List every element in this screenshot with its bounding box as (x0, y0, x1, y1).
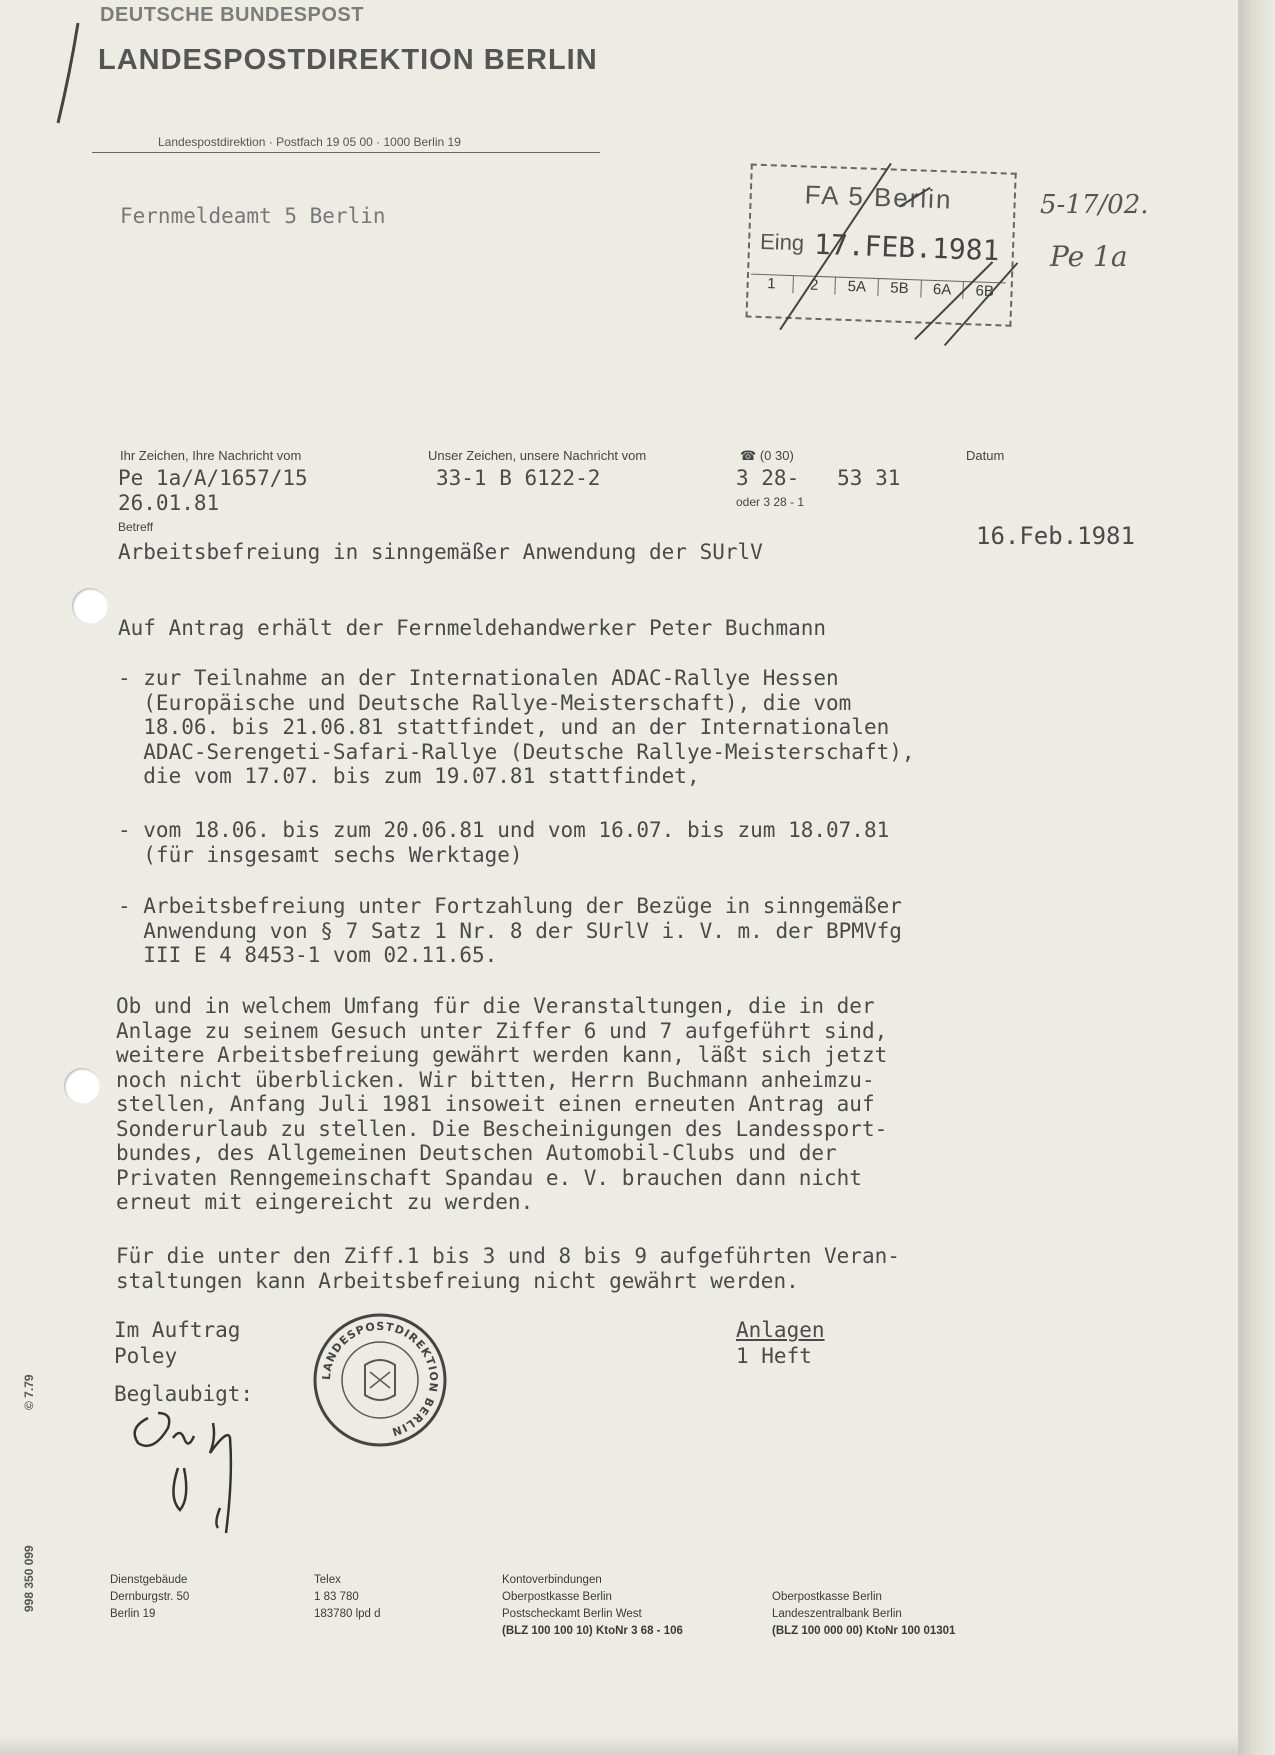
form-code-top-text: 7.79 (22, 1374, 36, 1398)
footer-telex-2: 183780 lpd d (314, 1608, 381, 1620)
punch-hole-top (72, 588, 108, 624)
footer-acc2-line1: Oberpostkasse Berlin (772, 1591, 882, 1603)
phone-label (740, 448, 794, 464)
handwritten-signature (118, 1398, 278, 1538)
body-paragraph-2: Für die unter den Ziff.1 bis 3 und 8 bis 9 aufgeführten Veran- staltungen kann Arbeitsbefreiung nicht gewährt werden. (116, 1244, 900, 1293)
body-paragraph-1: Ob und in welchem Umfang für die Veranstaltungen, die in der Anlage zu seinem Gesuch unter Ziffer 6 und 7 aufgeführt sind, weitere Arbeitsbefreiung gewährt werden kann, läßt sich jetzt noch nicht überblicken. Wir bitten, Herrn Buchmann anheimzu- stellen, Anfang Juli 1981 insoweit einen erneuten Antrag auf Sonderurlaub zu stellen. Die Bescheinigungen des Landessport- bundes, des Allgemeinen Deutschen Automobil-Clubs und der Privaten Renngemeinschaft Spandau e. V. brauchen dann nicht erneut mit eingereicht zu werden. (116, 994, 888, 1214)
stamp-cell: 5A (836, 278, 879, 296)
attachments-value: 1 Heft (736, 1344, 812, 1368)
stamp-cell: 6B (975, 282, 995, 301)
footer-building-street: Dernburgstr. 50 (110, 1591, 190, 1603)
form-code-top (22, 1374, 36, 1410)
letterhead-org: DEUTSCHE BUNDESPOST (100, 4, 364, 26)
punch-hole-bottom (64, 1068, 100, 1104)
body-item-3: - Arbeitsbefreiung unter Fortzahlung der Bezüge in sinngemäßer Anwendung von § 7 Satz 1 Nr. 8 der SUrlV i. V. m. der BPMVfg III E 4 8453-1 vom 02.11.65. (118, 894, 902, 967)
footer-acc2-line2: Landeszentralbank Berlin (772, 1608, 902, 1620)
footer-acc1-line3: (BLZ 100 100 10) KtoNr 3 68 - 106 (502, 1625, 683, 1637)
closing-on-behalf: Im Auftrag (114, 1318, 241, 1342)
footer-acc1-line2: Postscheckamt Berlin West (502, 1608, 642, 1620)
footer-accounts-label: Kontoverbindungen (502, 1574, 602, 1586)
seal-text: LANDESPOSTDIREKTION BERLIN (319, 1319, 441, 1439)
form-code-bottom: 998 350 099 (22, 1545, 36, 1612)
stamp-cell: 5B (878, 279, 921, 297)
footer-telex-1: 1 83 780 (314, 1591, 359, 1603)
body-intro: Auf Antrag erhält der Fernmeldehandwerker Peter Buchmann (118, 616, 827, 640)
your-ref-date: 26.01.81 (118, 491, 220, 515)
phone-icon: ☎ (740, 448, 757, 463)
handwritten-department-note: Pe 1a (1050, 240, 1128, 273)
footer-acc2-line3: (BLZ 100 000 00) KtoNr 100 01301 (772, 1625, 956, 1637)
handwritten-routing-note: 5-17/02. (1040, 190, 1149, 220)
scan-shadow (0, 1735, 1238, 1755)
address-rule (92, 152, 600, 153)
footer-building-city: Berlin 19 (110, 1608, 156, 1620)
page-edge (1238, 0, 1275, 1755)
phone-area-code: (0 30) (759, 448, 794, 463)
our-ref-value: 33-1 B 6122-2 (436, 466, 601, 490)
official-seal (310, 1310, 450, 1450)
stamp-pen-strokes (745, 154, 1031, 354)
closing-certified: Beglaubigt: (114, 1382, 254, 1406)
footer-telex-label: Telex (314, 1574, 341, 1586)
phone-alt: oder 3 28 - 1 (736, 495, 805, 509)
date-value: 16.Feb.1981 (976, 522, 1135, 550)
footer-building (110, 1572, 189, 1623)
closing-name: Poley (114, 1344, 178, 1368)
stamp-cell: 6A (921, 281, 964, 299)
subject: Arbeitsbefreiung in sinngemäßer Anwendung der SUrlV (118, 540, 763, 564)
body-item-2: - vom 18.06. bis zum 20.06.81 und vom 16.07. bis zum 18.07.81 (für insgesamt sechs Werktage) (118, 818, 890, 867)
footer-account-2 (772, 1589, 955, 1640)
copyright-icon: © (22, 1401, 36, 1410)
your-ref-value: Pe 1a/A/1657/15 (118, 466, 308, 490)
handwritten-slash-mark (48, 18, 88, 128)
stamp-received-label: Eing (759, 228, 805, 256)
date-label: Datum (966, 448, 1005, 463)
subject-label: Betreff (118, 520, 154, 534)
footer-account-1 (502, 1572, 683, 1640)
body-item-1: - zur Teilnahme an der Internationalen ADAC-Rallye Hessen (Europäische und Deutsche Rallye-Meisterschaft), die vom 18.06. bis 21.06.81 stattfindet, und an der Internationalen ADAC-Serengeti-Safari-Rallye (Deutsche Rallye-Meisterschaft), die vom 17.07. bis zum 19.07.81 stattfindet, (118, 666, 915, 788)
footer-building-label: Dienstgebäude (110, 1574, 188, 1586)
stamp-office: FA 5 Berlin (804, 179, 953, 215)
your-ref-label: Ihr Zeichen, Ihre Nachricht vom (120, 448, 302, 463)
stamp-cell: 2 (793, 276, 836, 294)
attachments-label: Anlagen (736, 1318, 825, 1342)
letterhead-postal-address: Landespostdirektion · Postfach 19 05 00 · 1000 Berlin 19 (158, 135, 461, 149)
recipient: Fernmeldeamt 5 Berlin (120, 204, 386, 228)
our-ref-label: Unser Zeichen, unsere Nachricht vom (428, 448, 647, 463)
receipt-stamp (745, 164, 1010, 333)
letterhead-office: LANDESPOSTDIREKTION BERLIN (98, 44, 598, 76)
footer-telex (314, 1572, 381, 1623)
phone-value: 3 28- 53 31 (736, 466, 901, 490)
footer-acc1-line1: Oberpostkasse Berlin (502, 1591, 612, 1603)
stamp-received-date: 17.FEB.1981 (813, 227, 1000, 268)
stamp-cell: 1 (750, 275, 793, 293)
